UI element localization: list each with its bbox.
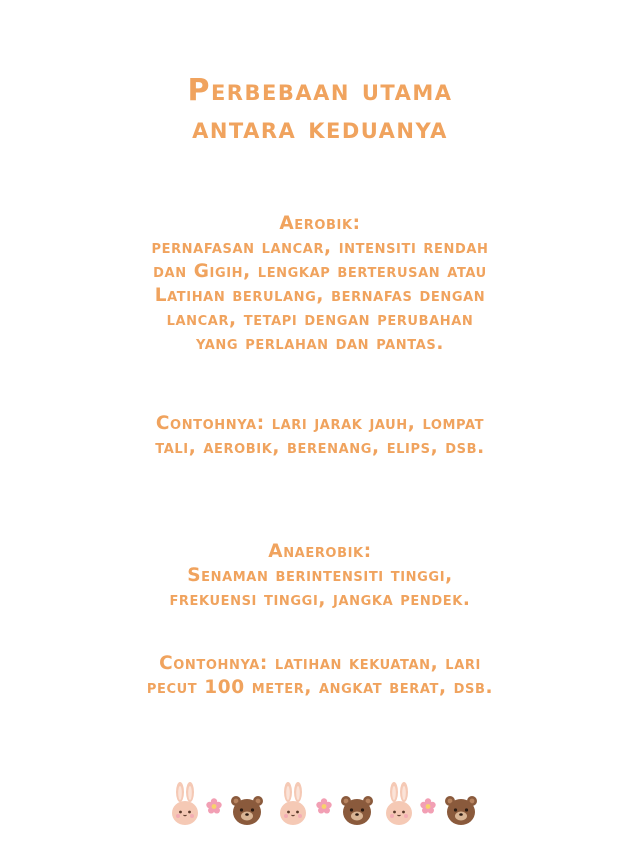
aerobic-example-line-2: tali, aerobik, berenang, elips, dsb. (155, 437, 485, 458)
aerobic-line-4: lancar, tetapi dengan perubahan (166, 309, 474, 330)
bunny-icon (384, 782, 414, 826)
bear-icon (444, 794, 478, 826)
aerobic-example-line-1: Contohnya: lari jarak jauh, lompat (155, 413, 485, 434)
anaerobic-example-line-1: Contohnya: latihan kekuatan, lari (159, 653, 481, 674)
flower-icon (420, 798, 436, 814)
aerobic-example (30, 412, 610, 460)
decoration-row (0, 782, 640, 826)
page-title (0, 72, 640, 148)
flower-icon (206, 798, 222, 814)
aerobic-section (30, 212, 610, 356)
anaerobic-heading: Anaerobik: (268, 541, 372, 562)
bunny-icon (170, 782, 200, 826)
title-line-1: Perbebaan utama (187, 73, 453, 108)
anaerobic-line-2: frekuensi tinggi, jangka pendek. (169, 589, 471, 610)
bunny-icon (278, 782, 308, 826)
aerobic-line-3: Latihan berulang, bernafas dengan (154, 285, 486, 306)
bear-icon (230, 794, 264, 826)
anaerobic-example (30, 652, 610, 700)
anaerobic-section (30, 540, 610, 612)
anaerobic-example-line-2: pecut 100 meter, angkat berat, dsb. (146, 677, 494, 698)
title-line-2: antara keduanya (192, 111, 448, 146)
aerobic-line-2: dan Gigih, lengkap berterusan atau (153, 261, 487, 282)
aerobic-heading: Aerobik: (279, 213, 361, 234)
aerobic-line-5: yang perlahan dan pantas. (195, 333, 444, 354)
aerobic-line-1: pernafasan lancar, intensiti rendah (151, 237, 489, 258)
flower-icon (316, 798, 332, 814)
bear-icon (340, 794, 374, 826)
anaerobic-line-1: Senaman berintensiti tinggi, (187, 565, 453, 586)
